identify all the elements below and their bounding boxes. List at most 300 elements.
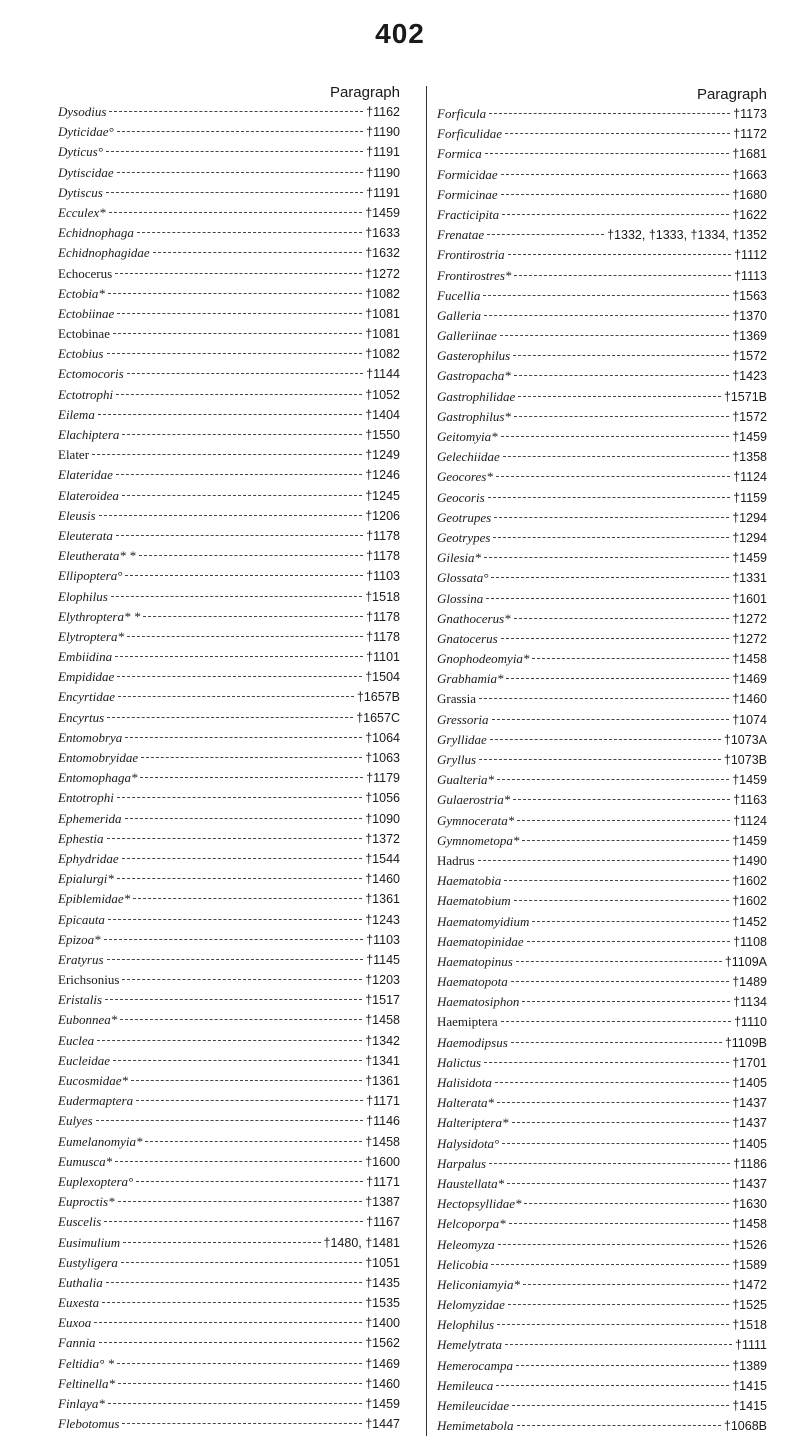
entry-paragraph-ref: †1068B [723, 1419, 767, 1434]
entry-term: Eleutherata* * [58, 548, 136, 564]
index-entry [437, 609, 767, 629]
entry-term: Formicidae [437, 166, 498, 182]
leader-dots [505, 133, 730, 134]
index-entry [437, 185, 767, 205]
entry-paragraph-ref: †1171 [366, 1094, 400, 1109]
leader-dots [508, 254, 731, 255]
entry-paragraph-ref: †1423 [732, 369, 767, 384]
entry-term: Hectopsyllidae* [437, 1196, 522, 1212]
entry-paragraph-ref: †1601 [732, 591, 767, 606]
entry-paragraph-ref: †1146 [366, 1114, 400, 1129]
index-entry [58, 1172, 400, 1192]
entry-paragraph-ref: †1294 [732, 530, 767, 545]
entry-term: Eucleidae [58, 1052, 110, 1068]
index-entry [58, 788, 400, 808]
entry-term: Haematomyidium [437, 913, 530, 929]
index-entry [437, 1275, 767, 1295]
index-entry [58, 1111, 400, 1131]
index-entry [58, 364, 400, 384]
index-entry [437, 770, 767, 790]
entry-paragraph-ref: †1249 [365, 448, 400, 463]
index-entry [437, 1012, 767, 1032]
leader-dots [107, 717, 353, 718]
index-entry [437, 366, 767, 386]
entry-term: Gelechiidae [437, 449, 500, 465]
index-entry [437, 992, 767, 1012]
entry-paragraph-ref: †1163 [733, 793, 767, 808]
entry-paragraph-ref: †1630 [732, 1197, 767, 1212]
index-entry [58, 607, 400, 627]
leader-dots [501, 1021, 731, 1022]
leader-dots [94, 1322, 362, 1323]
entry-term: Gulaerostria* [437, 792, 511, 808]
index-entry [437, 1053, 767, 1073]
leader-dots [484, 1062, 729, 1063]
entry-paragraph-ref: †1562 [365, 1336, 400, 1351]
index-entry [58, 445, 400, 465]
entry-term: Ectotrophi [58, 386, 114, 402]
entry-term: Elateridae [58, 467, 113, 483]
leader-dots [489, 1163, 730, 1164]
left-entry-list [58, 102, 400, 1434]
entry-paragraph-ref: †1179 [366, 771, 400, 786]
leader-dots [524, 1203, 729, 1204]
entry-paragraph-ref: †1459 [732, 551, 767, 566]
entry-term: Ectobinae [58, 326, 110, 342]
index-entry [58, 748, 400, 768]
entry-paragraph-ref: †1459 [365, 1397, 400, 1411]
leader-dots [512, 1122, 730, 1123]
entry-paragraph-ref: †1389 [732, 1358, 767, 1373]
index-entry [58, 1333, 400, 1353]
entry-term: Gastrophilidae [437, 388, 516, 404]
entry-paragraph-ref: †1415 [732, 1378, 767, 1393]
entry-paragraph-ref: †1572 [732, 349, 767, 364]
leader-dots [514, 375, 729, 376]
index-entry [58, 405, 400, 425]
index-entry [437, 952, 767, 972]
index-entry [58, 829, 400, 849]
entry-term: Eumelanomyia* [58, 1133, 143, 1149]
leader-dots [518, 396, 721, 397]
entry-paragraph-ref: †1489 [732, 975, 767, 990]
entry-term: Fannia [58, 1335, 96, 1351]
index-entry [58, 728, 400, 748]
entry-term: Entotrophi [58, 790, 114, 806]
entry-paragraph-ref: †1480, †1481 [323, 1235, 400, 1250]
entry-term: Dytiscus [58, 184, 103, 200]
entry-paragraph-ref: †1657B [356, 690, 400, 705]
entry-term: Finlaya* [58, 1396, 105, 1411]
entry-paragraph-ref: †1159 [733, 490, 767, 505]
leader-dots [501, 174, 730, 175]
index-entry [437, 346, 767, 366]
index-entry [437, 750, 767, 770]
entry-term: Hemerocampa [437, 1357, 514, 1373]
entry-term: Haustellata* [437, 1175, 505, 1191]
entry-paragraph-ref: †1178 [366, 549, 400, 564]
leader-dots [514, 618, 730, 619]
entry-term: Entomobryidae [58, 750, 139, 765]
entry-paragraph-ref: †1602 [732, 874, 767, 889]
leader-dots [102, 1302, 362, 1303]
entry-paragraph-ref: †1191 [366, 185, 400, 200]
entry-paragraph-ref: †1272 [732, 631, 767, 646]
entry-paragraph-ref: †1400 [365, 1316, 400, 1331]
left-column-heading: Paragraph [329, 84, 400, 101]
entry-paragraph-ref: †1459 [365, 205, 400, 220]
entry-paragraph-ref: †1680 [732, 187, 767, 202]
right-index-column [426, 86, 777, 1436]
index-entry [58, 950, 400, 970]
entry-term: Elythroptera* * [58, 608, 141, 624]
entry-term: Eratyrus [58, 951, 104, 967]
entry-paragraph-ref: †1134 [733, 995, 767, 1010]
leader-dots [127, 373, 363, 374]
leader-dots [501, 194, 730, 195]
leader-dots [117, 1363, 362, 1364]
index-entry [58, 1051, 400, 1071]
leader-dots [109, 212, 363, 213]
entry-paragraph-ref: †1435 [365, 1275, 400, 1290]
index-entry [437, 972, 767, 992]
index-entry [437, 1194, 767, 1214]
index-entry [58, 970, 400, 990]
index-entry [58, 486, 400, 506]
index-entry [58, 708, 400, 728]
index-entry [437, 1356, 767, 1376]
index-entry [437, 447, 767, 467]
entry-term: Encyrtidae [58, 689, 116, 705]
entry-paragraph-ref: †1081 [365, 327, 400, 342]
leader-dots [109, 111, 363, 112]
entry-term: Hemileuca [437, 1377, 494, 1393]
entry-term: Feltidia° * [58, 1355, 115, 1371]
index-entry [437, 1033, 767, 1053]
entry-term: Grassia [437, 691, 476, 707]
leader-dots [514, 275, 731, 276]
entry-paragraph-ref: †1517 [365, 993, 400, 1008]
entry-paragraph-ref: †1405 [732, 1076, 767, 1090]
index-entry [58, 465, 400, 485]
entry-term: Haemiptera [437, 1014, 498, 1030]
index-entry [437, 1134, 767, 1154]
leader-dots [522, 840, 729, 841]
entry-paragraph-ref: †1081 [365, 306, 400, 321]
entry-term: Eleuterata [58, 527, 113, 543]
entry-paragraph-ref: †1571B [723, 389, 767, 404]
leader-dots [527, 941, 731, 942]
leader-dots [145, 1141, 362, 1142]
index-entry [437, 205, 767, 225]
leader-dots [108, 919, 362, 920]
entry-paragraph-ref: †1294 [732, 510, 767, 525]
index-entry [437, 851, 767, 871]
index-entry [437, 467, 767, 487]
leader-dots [490, 739, 721, 740]
entry-paragraph-ref: †1178 [366, 609, 400, 624]
leader-dots [106, 151, 363, 152]
index-entry [58, 667, 400, 687]
entry-paragraph-ref: †1171 [366, 1174, 400, 1189]
leader-dots [117, 676, 362, 677]
entry-paragraph-ref: †1563 [732, 288, 767, 303]
entry-paragraph-ref: †1173 [733, 107, 767, 121]
leader-dots [115, 1161, 362, 1162]
entry-term: Dytiscidae [58, 164, 114, 180]
entry-paragraph-ref: †1602 [732, 894, 767, 909]
entry-term: Helicobia [437, 1256, 489, 1272]
index-entry [58, 1192, 400, 1212]
leader-dots [522, 1001, 730, 1002]
entry-paragraph-ref: †1073A [723, 732, 767, 747]
index-entry [437, 266, 767, 286]
leader-dots [503, 456, 729, 457]
leader-dots [108, 293, 362, 294]
entry-paragraph-ref: †1074 [732, 712, 767, 727]
index-entry [437, 225, 767, 245]
index-entry [58, 1091, 400, 1111]
entry-paragraph-ref: †1458 [732, 652, 767, 667]
leader-dots [513, 355, 729, 356]
entry-paragraph-ref: †1447 [365, 1417, 400, 1432]
entry-term: Glossina [437, 590, 484, 606]
leader-dots [511, 1042, 722, 1043]
entry-term: Gryllus [437, 752, 476, 767]
entry-term: Epiblemidae* [58, 891, 131, 907]
entry-paragraph-ref: †1701 [732, 1055, 767, 1070]
entry-paragraph-ref: †1415 [732, 1399, 767, 1413]
entry-term: Ectobiinae [58, 305, 115, 321]
index-entry [58, 1212, 400, 1232]
leader-dots [491, 577, 729, 578]
leader-dots [486, 598, 729, 599]
entry-paragraph-ref: †1110 [734, 1015, 767, 1030]
entry-term: Eleusis [58, 507, 96, 523]
leader-dots [487, 234, 604, 235]
entry-term: Halterata* [437, 1095, 495, 1111]
entry-term: Euxoa [58, 1315, 92, 1331]
index-entry [437, 306, 767, 326]
leader-dots [507, 1183, 729, 1184]
leader-dots [532, 658, 729, 659]
entry-term: Harpalus [437, 1155, 487, 1171]
leader-dots [105, 999, 362, 1000]
entry-paragraph-ref: †1109B [724, 1035, 767, 1050]
index-entry [437, 528, 767, 548]
entry-paragraph-ref: †1082 [365, 286, 400, 301]
leader-dots [136, 1181, 363, 1182]
entry-term: Euxesta [58, 1295, 100, 1311]
entry-paragraph-ref: †1572 [732, 409, 767, 424]
entry-term: Halictus [437, 1054, 482, 1070]
leader-dots [104, 1221, 363, 1222]
leader-dots [516, 961, 722, 962]
leader-dots [502, 1143, 729, 1144]
entry-paragraph-ref: †1632 [365, 246, 400, 261]
entry-term: Gastrophilus* [437, 408, 511, 424]
leader-dots [116, 474, 362, 475]
entry-paragraph-ref: †1405 [732, 1136, 767, 1151]
entry-term: Elophilus [58, 588, 108, 604]
entry-term: Geocoris [437, 489, 485, 505]
entry-paragraph-ref: †1459 [732, 773, 767, 788]
leader-dots [139, 555, 364, 556]
index-entry [58, 587, 400, 607]
leader-dots [118, 1383, 362, 1384]
leader-dots [511, 981, 729, 982]
index-entry [437, 1214, 767, 1234]
leader-dots [131, 1080, 362, 1081]
leader-dots [505, 1344, 732, 1345]
entry-paragraph-ref: †1052 [365, 387, 400, 402]
index-entry [58, 1132, 400, 1152]
entry-paragraph-ref: †1518 [732, 1318, 767, 1333]
entry-paragraph-ref: †1190 [366, 165, 400, 180]
leader-dots [116, 394, 362, 395]
entry-paragraph-ref: †1073B [723, 753, 767, 767]
index-entry [437, 629, 767, 649]
entry-term: Gressoria [437, 711, 489, 727]
entry-paragraph-ref: †1342 [365, 1033, 400, 1048]
leader-dots [484, 557, 729, 558]
index-entry [437, 649, 767, 669]
entry-paragraph-ref: †1550 [365, 428, 400, 442]
index-entry [437, 124, 767, 144]
entry-term: Euthalia [58, 1274, 103, 1290]
index-entry [437, 1416, 767, 1436]
entry-paragraph-ref: †1246 [365, 468, 400, 483]
entry-term: Eumusca* [58, 1153, 113, 1169]
leader-dots [513, 799, 730, 800]
entry-paragraph-ref: †1490 [732, 853, 767, 868]
entry-paragraph-ref: †1109A [724, 954, 767, 969]
leader-dots [523, 1284, 729, 1285]
entry-paragraph-ref: †1589 [732, 1257, 767, 1272]
leader-dots [488, 497, 730, 498]
entry-paragraph-ref: †1108 [733, 934, 767, 949]
entry-term: Halysidota° [437, 1135, 500, 1151]
index-entry [437, 669, 767, 689]
index-entry [58, 1414, 400, 1434]
entry-paragraph-ref: †1167 [366, 1215, 400, 1230]
entry-term: Eustyligera [58, 1254, 118, 1270]
entry-paragraph-ref: †1370 [732, 308, 767, 323]
leader-dots [514, 416, 729, 417]
index-entry [437, 165, 767, 185]
entry-term: Euproctis* [58, 1194, 115, 1210]
leader-dots [125, 818, 363, 819]
leader-dots [107, 838, 363, 839]
entry-term: Epialurgi* [58, 871, 114, 887]
index-entry [437, 831, 767, 851]
index-entry [58, 627, 400, 647]
leader-dots [115, 273, 362, 274]
leader-dots [115, 656, 363, 657]
entry-paragraph-ref: †1459 [732, 430, 767, 444]
leader-dots [506, 678, 729, 679]
leader-dots [125, 737, 362, 738]
entry-paragraph-ref: †1090 [365, 811, 400, 826]
entry-paragraph-ref: †1056 [365, 791, 400, 806]
leader-dots [517, 820, 730, 821]
leader-dots [116, 535, 363, 536]
index-entry [58, 1031, 400, 1051]
entry-term: Echocerus [58, 265, 113, 281]
entry-paragraph-ref: †1145 [366, 952, 400, 967]
entry-term: Grabhamia* [437, 671, 504, 687]
leader-dots [123, 1242, 320, 1243]
entry-term: Fucellia [437, 287, 481, 303]
entry-paragraph-ref: †1172 [733, 127, 767, 142]
entry-paragraph-ref: †1622 [732, 207, 767, 222]
entry-paragraph-ref: †1082 [365, 347, 400, 362]
entry-paragraph-ref: †1361 [365, 1074, 400, 1088]
entry-term: Haematopinidae [437, 933, 524, 949]
entry-term: Encyrtus [58, 709, 105, 725]
index-entry [58, 889, 400, 909]
leader-dots [501, 638, 730, 639]
entry-paragraph-ref: †1437 [732, 1096, 767, 1111]
right-column-heading: Paragraph [696, 86, 767, 103]
entry-term: Feltinella* [58, 1375, 116, 1391]
entry-term: Geotrypes [437, 529, 491, 545]
entry-term: Hemimetabola [437, 1418, 514, 1434]
entry-paragraph-ref: †1518 [365, 589, 400, 604]
entry-paragraph-ref: †1452 [732, 914, 767, 929]
entry-paragraph-ref: †1186 [733, 1156, 767, 1171]
entry-paragraph-ref: †1526 [732, 1237, 767, 1252]
index-entry [437, 912, 767, 932]
leader-dots [514, 900, 730, 901]
entry-paragraph-ref: †1404 [365, 407, 400, 422]
index-entry [58, 203, 400, 223]
index-entry [58, 1071, 400, 1091]
leader-dots [122, 434, 362, 435]
entry-paragraph-ref: †1460 [365, 872, 400, 887]
index-entry [58, 284, 400, 304]
entry-term: Embiidina [58, 649, 113, 665]
index-entry [437, 1255, 767, 1275]
entry-term: Elytroptera* [58, 628, 124, 644]
entry-term: Geocores* [437, 469, 493, 485]
index-entry [437, 1235, 767, 1255]
entry-term: Haematosiphon [437, 994, 520, 1010]
index-entry [437, 1315, 767, 1335]
entry-paragraph-ref: †1544 [365, 851, 400, 866]
leader-dots [501, 436, 730, 437]
index-entry [58, 163, 400, 183]
leader-dots [478, 860, 730, 861]
entry-term: Haemodipsus [437, 1034, 508, 1050]
index-entry [437, 730, 767, 750]
index-entry [437, 1335, 767, 1355]
entry-paragraph-ref: †1272 [732, 611, 767, 626]
entry-paragraph-ref: †1203 [365, 973, 400, 988]
entry-paragraph-ref: †1206 [365, 508, 400, 523]
entry-term: Forficula [437, 106, 487, 121]
index-entry [58, 869, 400, 889]
index-entry [437, 1295, 767, 1315]
index-entry [58, 566, 400, 586]
entry-term: Eristalis [58, 992, 103, 1008]
entry-paragraph-ref: †1369 [732, 329, 767, 344]
entry-paragraph-ref: †1372 [365, 831, 400, 846]
leader-dots [120, 1019, 362, 1020]
leader-dots [99, 515, 363, 516]
index-entry [437, 1174, 767, 1194]
entry-paragraph-ref: †1361 [365, 892, 400, 907]
